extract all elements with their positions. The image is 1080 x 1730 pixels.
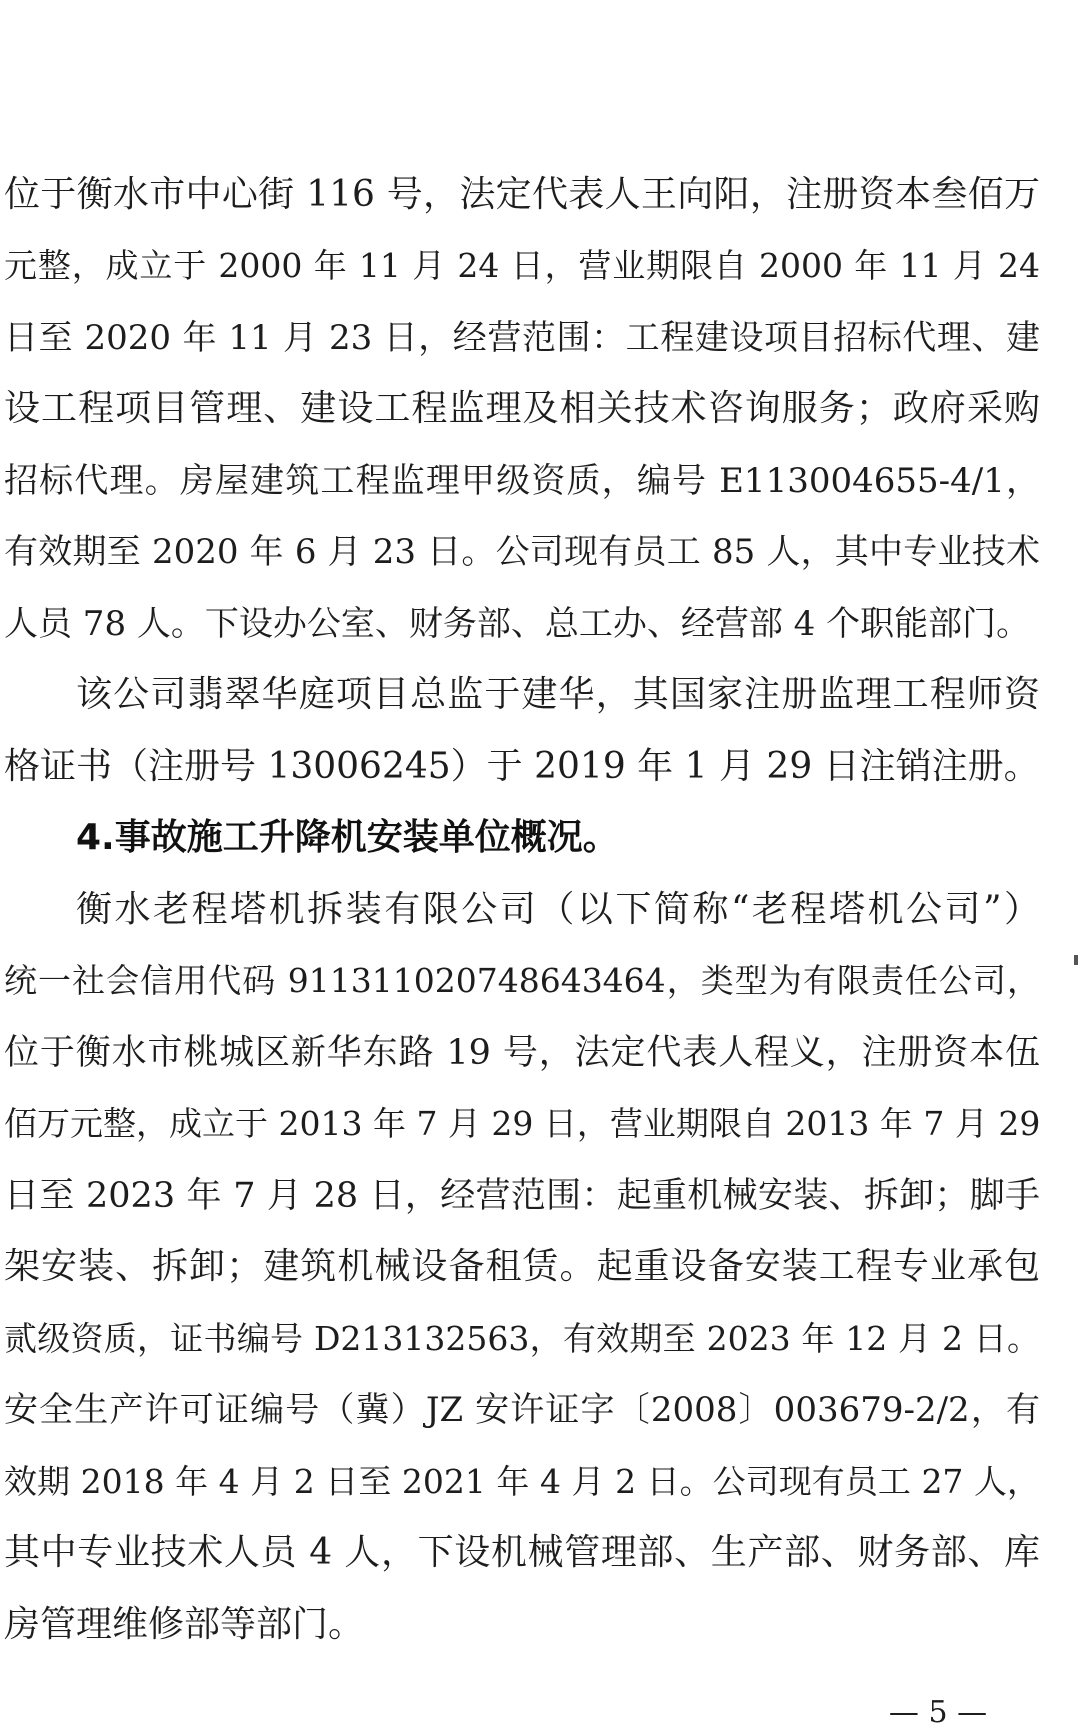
text-line: 元整，成立于 2000 年 11 月 24 日，营业期限自 2000 年 11 月 24 — [4, 246, 1040, 285]
text-line: 人员 78 人。下设办公室、财务部、总工办、经营部 4 个职能部门。 — [4, 604, 1031, 644]
text-line: 衡水老程塔机拆装有限公司（以下简称“老程塔机公司”） — [76, 889, 1040, 930]
text-line: 其中专业技术人员 4 人，下设机械管理部、生产部、财务部、库 — [4, 1532, 1040, 1573]
text-line: 安全生产许可证编号（冀）JZ 安许证字〔2008〕003679-2/2，有 — [4, 1390, 1040, 1430]
text-line: 格证书（注册号 13006245）于 2019 年 1 月 29 日注销注册。 — [4, 746, 1040, 787]
text-line: 房管理维修部等部门。 — [4, 1604, 365, 1645]
page-number: — 5 — — [888, 1695, 988, 1730]
section-heading: 4.事故施工升降机安装单位概况。 — [76, 817, 619, 858]
text-line: 该公司翡翠华庭项目总监于建华，其国家注册监理工程师资 — [76, 674, 1040, 715]
text-line: 效期 2018 年 4 月 2 日至 2021 年 4 月 2 日。公司现有员工 27 人， — [4, 1462, 1040, 1501]
text-line: 位于衡水市中心街 116 号，法定代表人王向阳，注册资本叁佰万 — [4, 174, 1040, 215]
text-line: 统一社会信用代码 911311020748643464，类型为有限责任公司， — [4, 961, 1040, 1000]
text-line: 设工程项目管理、建设工程监理及相关技术咨询服务；政府采购 — [4, 388, 1040, 429]
text-line: 佰万元整，成立于 2013 年 7 月 29 日，营业期限自 2013 年 7 月 29 — [4, 1104, 1040, 1143]
text-line: 架安装、拆卸；建筑机械设备租赁。起重设备安装工程专业承包 — [4, 1246, 1040, 1287]
text-line: 日至 2023 年 7 月 28 日，经营范围：起重机械安装、拆卸；脚手 — [4, 1176, 1040, 1216]
text-line: 日至 2020 年 11 月 23 日，经营范围：工程建设项目招标代理、建 — [4, 318, 1040, 358]
scan-edge-mark — [1074, 955, 1078, 965]
text-line: 招标代理。房屋建筑工程监理甲级资质，编号 E113004655-4/1， — [4, 461, 1040, 501]
text-line: 位于衡水市桃城区新华东路 19 号，法定代表人程义，注册资本伍 — [4, 1033, 1040, 1073]
text-line: 贰级资质，证书编号 D213132563，有效期至 2023 年 12 月 2 日。 — [4, 1319, 1040, 1358]
text-line: 有效期至 2020 年 6 月 23 日。公司现有员工 85 人，其中专业技术 — [4, 532, 1040, 572]
